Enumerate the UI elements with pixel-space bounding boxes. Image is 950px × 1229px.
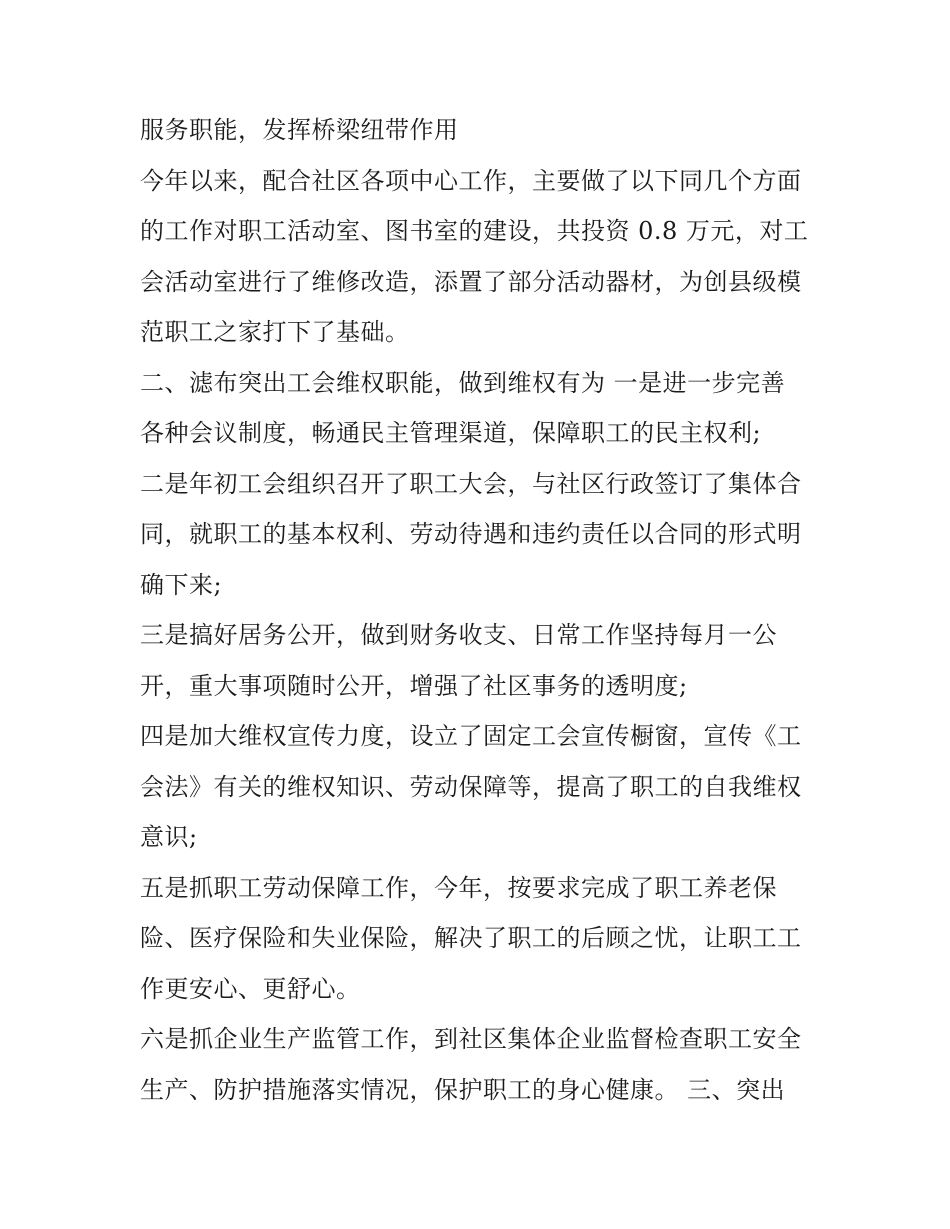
text-line: 服务职能，发挥桥梁纽带作用 — [140, 116, 459, 144]
text-line: 二、滤布突出工会维权职能，做到维权有为 一是进一步完善 — [140, 368, 786, 397]
text-line: 作更安心、更舒心。 — [140, 974, 361, 1003]
text-line: 开，重大事项随时公开，增强了社区事务的透明度; — [140, 671, 688, 700]
text-line: 意识; — [140, 823, 198, 851]
text-line: 二是年初工会组织召开了职工大会，与社区行政签订了集体合 — [140, 469, 802, 498]
text-line: 四是加大维权宣传力度，设立了固定工会宣传橱窗，宣传《工 — [140, 722, 802, 750]
text-line: 的工作对职工活动室、图书室的建设，共投资 0.8 万元，对工 — [140, 217, 809, 245]
text-line: 六是抓企业生产监管工作，到社区集体企业监督检查职工安全 — [140, 1025, 802, 1053]
text-line: 险、医疗保险和失业保险，解决了职工的后顾之忧，让职工工 — [140, 924, 802, 952]
text-line: 五是抓职工劳动保障工作，今年，按要求完成了职工养老保 — [140, 873, 777, 902]
text-line: 确下来; — [140, 570, 223, 599]
text-line: 生产、防护措施落实情况，保护职工的身心健康。 三、突出 — [140, 1075, 786, 1104]
text-line: 同，就职工的基本权利、劳动待遇和违约责任以合同的形式明 — [140, 520, 802, 548]
text-line: 会法》有关的维权知识、劳动保障等，提高了职工的自我维权 — [140, 772, 802, 801]
text-line: 三是搞好居务公开，做到财务收支、日常工作坚持每月一公 — [140, 621, 777, 649]
document-body — [140, 112, 820, 1122]
text-line: 范职工之家打下了基础。 — [140, 318, 410, 346]
text-line: 今年以来，配合社区各项中心工作，主要做了以下同几个方面 — [140, 166, 802, 195]
text-line: 各种会议制度，畅通民主管理渠道，保障职工的民主权利; — [140, 419, 762, 447]
text-line: 会活动室进行了维修改造，添置了部分活动器材，为创县级模 — [140, 267, 802, 296]
